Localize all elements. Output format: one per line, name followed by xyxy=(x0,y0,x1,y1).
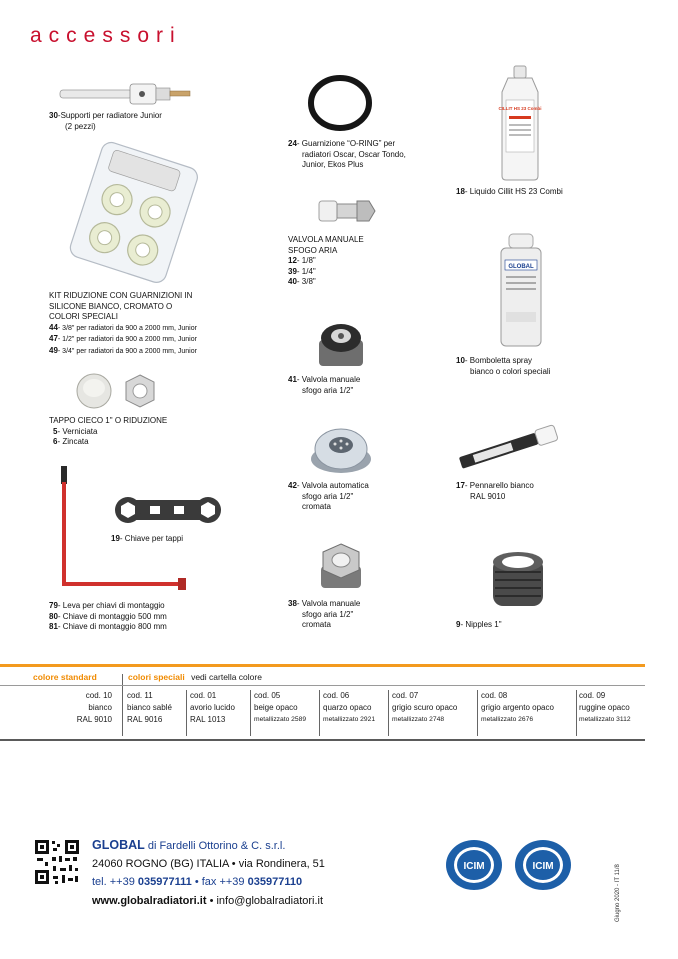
qr-code-icon xyxy=(33,838,81,886)
color-special-08: cod. 08 grigio argento opaco metallizzato 2676 xyxy=(481,691,554,723)
icim-certification-badge xyxy=(513,838,573,892)
color-col-sep xyxy=(576,690,577,736)
color-special-01: cod. 01 avorio lucido RAL 1013 xyxy=(190,691,235,724)
product-image-42 xyxy=(308,425,374,477)
product-image-19 xyxy=(112,492,224,528)
website-link[interactable]: www.globalradiatori.it xyxy=(92,895,207,907)
spray-label: GLOBAL xyxy=(508,264,534,270)
color-table-top-rule xyxy=(0,664,645,667)
caption-10: 10- Bomboletta spray bianco o colori speciali xyxy=(456,356,551,376)
bottle-label: CILLIT HS 23 Combi xyxy=(498,106,542,111)
caption-chiavi: 79- Leva per chiavi di montaggio 80- Chiave di montaggio 500 mm 81- Chiave di montaggio 800 mm xyxy=(49,601,167,631)
color-col-sep xyxy=(250,690,251,736)
product-image-valvola xyxy=(317,195,377,227)
caption-tappo: TAPPO CIECO 1" O RIDUZIONE 5- Verniciata 6- Zincata xyxy=(49,416,168,446)
caption-18: 18- Liquido Cillit HS 23 Combi xyxy=(456,187,563,196)
color-special-06: cod. 06 quarzo opaco metallizzato 2921 xyxy=(323,691,376,723)
color-col-sep xyxy=(319,690,320,736)
product-image-9 xyxy=(487,548,549,614)
product-image-kit xyxy=(65,140,200,290)
color-special-07: cod. 07 grigio scuro opaco metallizzato 2748 xyxy=(392,691,458,723)
caption-17: 17- Pennarello bianco RAL 9010 xyxy=(456,481,534,501)
brand-name: GLOBAL xyxy=(92,838,145,852)
product-image-18 xyxy=(490,64,550,182)
color-table-bottom-rule xyxy=(0,739,645,741)
caption-9: 9- Nipples 1" xyxy=(456,620,502,629)
product-image-24 xyxy=(305,72,375,134)
color-col-sep xyxy=(477,690,478,736)
product-image-chiavi xyxy=(50,462,190,597)
caption-30: 30-Supporti per radiatore Junior (2 pezzi) xyxy=(49,111,162,131)
color-special-11: cod. 11 bianco sablé RAL 9016 xyxy=(127,691,172,724)
color-table-header-rule xyxy=(0,685,645,686)
icim-certification-badge xyxy=(444,838,504,892)
caption-19: 19- Chiave per tappi xyxy=(111,534,184,543)
color-col-sep xyxy=(388,690,389,736)
side-note: Giugno 2020 - IT 11/8 xyxy=(615,864,621,922)
color-standard-10: cod. 10 bianco RAL 9010 xyxy=(76,691,112,724)
svg-text:ICIM: ICIM xyxy=(463,861,485,872)
svg-text:ICIM: ICIM xyxy=(532,861,554,872)
color-special-05: cod. 05 beige opaco metallizzato 2589 xyxy=(254,691,307,723)
footer-address: 24060 ROGNO (BG) ITALIA • via Rondinera, 51 xyxy=(92,858,325,870)
color-table-divider xyxy=(122,674,123,736)
caption-42: 42- Valvola automatica sfogo aria 1/2" cromata xyxy=(288,481,369,511)
product-image-38 xyxy=(313,540,369,594)
product-image-17 xyxy=(452,420,562,474)
product-image-30 xyxy=(58,80,193,108)
special-colors-header: colori speciali vedi cartella colore xyxy=(128,672,262,682)
product-image-tappo xyxy=(72,370,162,412)
caption-valvola: VALVOLA MANUALE SFOGO ARIA 12- 1/8" 39- 1/4" 40- 3/8" xyxy=(288,235,364,286)
color-special-09: cod. 09 ruggine opaco metallizzato 3112 xyxy=(579,691,631,723)
product-image-41 xyxy=(313,318,369,372)
caption-38: 38- Valvola manuale sfogo aria 1/2" cromata xyxy=(288,599,361,629)
page-title: accessori xyxy=(30,24,182,47)
email-link[interactable]: • info@globalradiatori.it xyxy=(209,895,324,907)
color-col-sep xyxy=(186,690,187,736)
product-image-10 xyxy=(495,232,547,350)
caption-kit: KIT RIDUZIONE CON GUARNIZIONI IN SILICONE BIANCO, CROMATO O COLORI SPECIALI 44- 3/8" per radiatori da 900 a 2000 mm, Junior 47- 1/2" per radiatori da 900 a 2000 mm, Junior 49- 3/4" per radiatori da 900 a 2000 mm, Junior xyxy=(49,291,197,355)
caption-41: 41- Valvola manuale sfogo aria 1/2" xyxy=(288,375,361,395)
caption-24: 24- Guarnizione “O-RING” per radiatori Oscar, Oscar Tondo, Junior, Ekos Plus xyxy=(288,139,406,169)
footer-web xyxy=(92,895,323,907)
footer-company: GLOBAL di Fardelli Ottorino & C. s.r.l. xyxy=(92,838,286,852)
standard-color-label: colore standard xyxy=(33,672,97,682)
footer-phone: tel. ++39 035977111 • fax ++39 035977110 xyxy=(92,876,303,888)
